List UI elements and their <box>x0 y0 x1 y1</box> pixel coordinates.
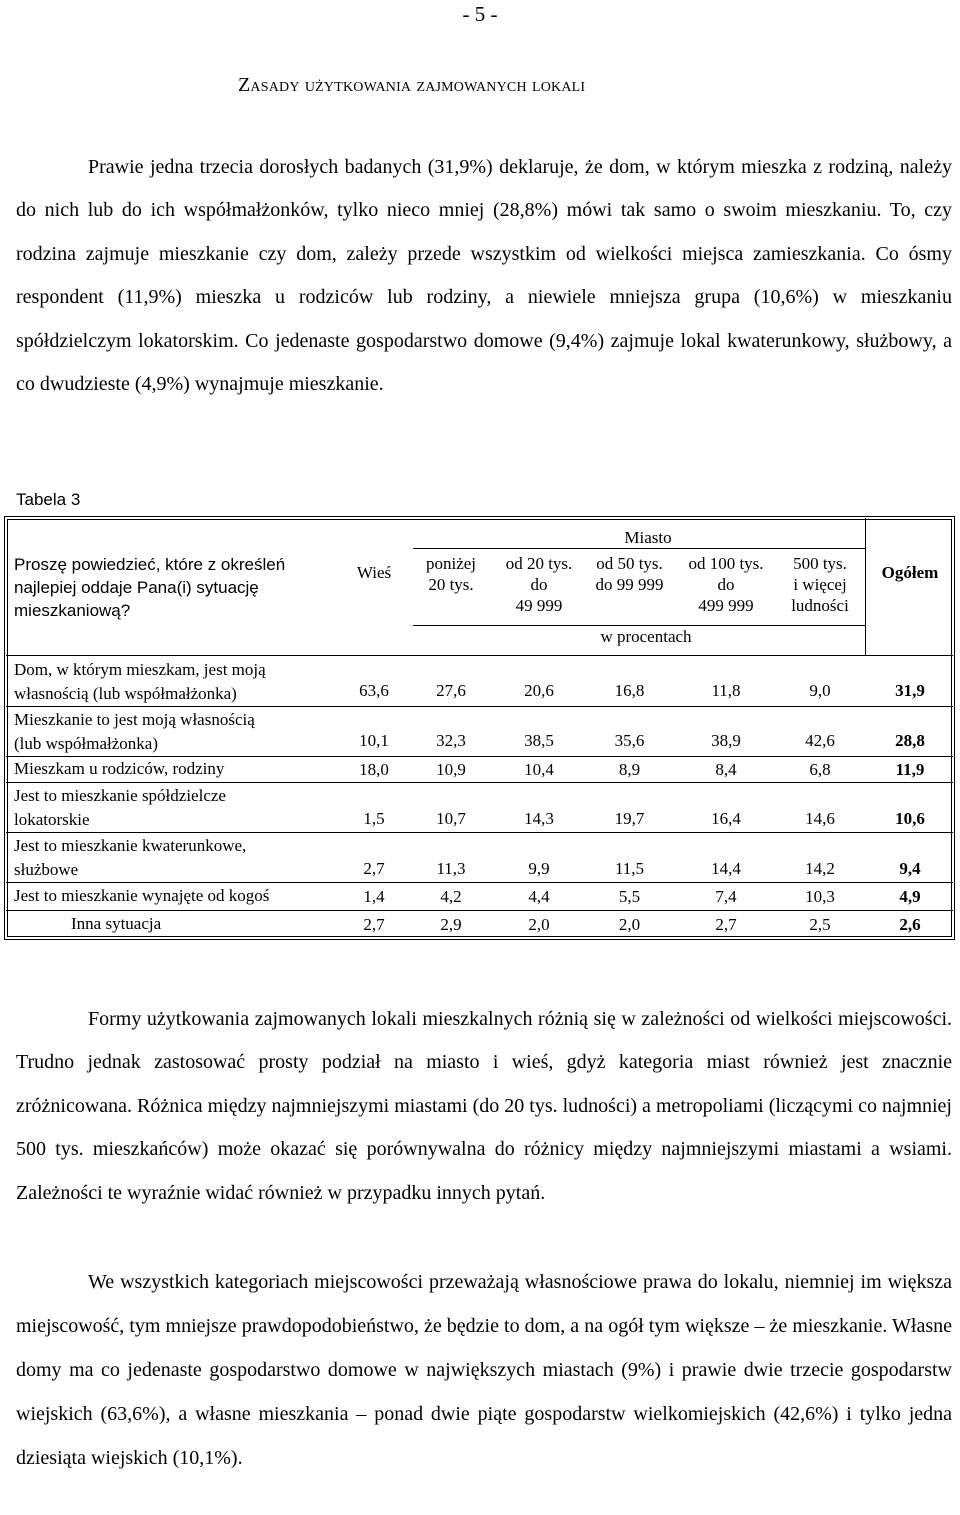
value-cell: 10,9 <box>436 760 466 779</box>
value-cell: 5,5 <box>618 887 641 906</box>
value-cell: 16,4 <box>711 809 741 828</box>
value-cell: 14,6 <box>805 809 835 828</box>
col-header-line: ludności <box>791 596 849 615</box>
value-cell: 19,7 <box>614 809 645 828</box>
value-cell: 38,5 <box>524 731 554 750</box>
row-label-line: własnością (lub współmałżonka) <box>14 684 237 703</box>
value-cell: 2,7 <box>715 915 737 934</box>
value-cell: 8,4 <box>715 760 737 779</box>
value-cell: 38,9 <box>711 731 741 750</box>
row-label-line: (lub współmałżonka) <box>14 734 158 753</box>
total-cell: 2,6 <box>899 915 921 934</box>
row-label-line: lokatorskie <box>14 810 90 829</box>
value-cell: 11,3 <box>436 859 466 878</box>
paragraph-ownership: We wszystkich kategoriach miejscowości przeważają własnościowe prawa do lokalu, niemniej im większa miejscowość, tym mniejsze prawdopodobieństwo, że będzie to dom, a na ogół tym większe – że mieszkanie. Własne domy ma co jedenaste gospodarstwo domowe w największych miastach (9%) i prawie dwie trzecie gospodarstw wiejskich (63,6%), a własne mieszkania – ponad dwie piąte gospodarstw wielkomiejskich (42,6%) i tylko jedna dziesiąta wiejskich (10,1%). <box>16 1271 952 1469</box>
question-line: Proszę powiedzieć, które z określeń <box>14 555 286 574</box>
unit-label: w procentach <box>600 627 692 646</box>
col-header-line: 500 tys. <box>793 554 847 573</box>
col-header-20k-49k <box>495 553 583 616</box>
row-label-line: Mieszkanie to jest moją własnością <box>14 710 255 729</box>
value-cell: 1,4 <box>363 887 385 906</box>
value-cell: 20,6 <box>524 681 554 700</box>
col-header-line: i więcej <box>793 575 847 594</box>
col-header-line: od 50 tys. <box>596 554 663 573</box>
row-divider <box>6 910 953 911</box>
value-cell: 8,9 <box>618 760 641 779</box>
row-divider <box>6 832 953 833</box>
paragraph-size-differences: Formy użytkowania zajmowanych lokali mieszkalnych różnią się w zależności od wielkości miejscowości. Trudno jednak zastosować prosty podział na miasto i wieś, gdyż kategoria miast również jest znacznie zróżnicowana. Różnica między najmniejszymi miastami (do 20 tys. ludności) a metropoliami (liczącymi co najmniej 500 tys. mieszkańców) może okazać się porównywalna do różnicy między najmniejszymi miastami a wsiami. Zależności te wyraźnie widać również w przypadku innych pytań. <box>16 1008 952 1204</box>
total-cell: 10,6 <box>895 809 925 828</box>
value-cell: 10,3 <box>805 887 835 906</box>
value-cell: 10,1 <box>359 731 389 750</box>
value-cell: 16,8 <box>614 681 645 700</box>
value-cell: 2,9 <box>440 915 462 934</box>
group-header-miasto: Miasto <box>624 528 672 547</box>
col-header-line: od 20 tys. <box>505 554 573 573</box>
total-column-divider <box>865 518 866 655</box>
col-header-line: do <box>530 575 548 594</box>
col-header-line: poniżej <box>425 554 477 573</box>
row-label-own-flat <box>14 708 255 756</box>
value-cell: 2,0 <box>618 915 641 934</box>
value-cell: 32,3 <box>436 731 466 750</box>
value-cell: 11,5 <box>614 859 645 878</box>
table-caption: Tabela 3 <box>16 490 81 509</box>
total-cell: 4,9 <box>899 887 921 906</box>
row-label-line: służbowe <box>14 860 79 879</box>
row-divider <box>6 782 953 783</box>
col-header-100k-499k <box>676 553 776 616</box>
row-label-rented <box>14 884 269 908</box>
col-header-line: 20 tys. <box>428 575 474 594</box>
value-cell: 2,5 <box>809 915 831 934</box>
col-header-total: Ogółem <box>881 563 939 582</box>
row-label-line: Dom, w którym mieszkam, jest moją <box>14 660 266 679</box>
row-divider <box>6 706 953 707</box>
col-header-line: 49 999 <box>515 596 563 615</box>
col-header-below-20k <box>413 553 489 595</box>
value-cell: 11,8 <box>711 681 741 700</box>
value-cell: 42,6 <box>805 731 835 750</box>
total-cell: 11,9 <box>895 760 925 779</box>
value-cell: 9,9 <box>528 859 550 878</box>
value-cell: 6,8 <box>809 760 831 779</box>
value-cell: 35,6 <box>614 731 645 750</box>
value-cell: 2,7 <box>363 859 385 878</box>
col-header-line: do <box>717 575 735 594</box>
row-label-line: Mieszkam u rodziców, rodziny <box>14 759 225 778</box>
row-label-line: Jest to mieszkanie spółdzielcze <box>14 786 226 805</box>
total-cell: 9,4 <box>899 859 921 878</box>
total-cell: 28,8 <box>895 731 925 750</box>
value-cell: 14,2 <box>805 859 835 878</box>
row-label-line: Jest to mieszkanie kwaterunkowe, <box>14 836 247 855</box>
question-line: najlepiej oddaje Pana(i) sytuację <box>14 578 259 597</box>
col-header-line: 499 999 <box>698 596 754 615</box>
value-cell: 63,6 <box>359 681 389 700</box>
row-label-cooperative <box>14 784 226 832</box>
col-header-wies: Wieś <box>356 563 392 582</box>
col-header-line: od 100 tys. <box>688 554 764 573</box>
total-cell: 31,9 <box>895 681 925 700</box>
row-label-line: Inna sytuacja <box>71 914 162 933</box>
value-cell: 18,0 <box>359 760 389 779</box>
value-cell: 7,4 <box>715 887 737 906</box>
value-cell: 27,6 <box>436 681 466 700</box>
row-label-parents <box>14 757 224 781</box>
value-cell: 2,0 <box>528 915 550 934</box>
col-header-500k-plus <box>776 553 864 616</box>
value-cell: 14,3 <box>524 809 554 828</box>
value-cell: 10,7 <box>436 809 466 828</box>
row-divider <box>6 882 953 883</box>
value-cell: 4,2 <box>440 887 462 906</box>
value-cell: 9,0 <box>809 681 831 700</box>
question-line: mieszkaniową? <box>14 601 131 620</box>
row-label-service <box>14 834 246 882</box>
row-label-own-house <box>14 658 266 706</box>
question-header <box>14 553 285 622</box>
miasto-divider <box>413 548 865 549</box>
paragraph-intro: Prawie jedna trzecia dorosłych badanych (31,9%) deklaruje, że dom, w którym mieszka z rodziną, należy do nich lub do ich współmałżonków, tylko nieco mniej (28,8%) mówi tak samo o swoim mieszkaniu. To, czy rodzina zajmuje mieszkanie czy dom, zależy przede wszystkim od wielkości miejsca zamieszkania. Co ósmy respondent (11,9%) mieszka u rodziców lub rodziny, a niewiele mniejsza grupa (10,6%) w mieszkaniu spółdzielczym lokatorskim. Co jedenaste gospodarstwo domowe (9,4%) zajmuje lokal kwaterunkowy, służbowy, a co dwudzieste (4,9%) wynajmuje mieszkanie. <box>16 156 952 396</box>
value-cell: 2,7 <box>363 915 385 934</box>
value-cell: 10,4 <box>524 760 554 779</box>
section-title: Zasady użytkowania zajmowanych lokali <box>238 74 586 96</box>
page-number: - 5 - <box>462 2 498 26</box>
col-header-line: do 99 999 <box>595 575 664 594</box>
row-label-line: Jest to mieszkanie wynajęte od kogoś <box>14 886 270 905</box>
value-cell: 4,4 <box>528 887 550 906</box>
col-header-50k-99k <box>583 553 676 595</box>
value-cell: 14,4 <box>711 859 741 878</box>
header-divider <box>6 655 953 656</box>
row-label-other <box>71 912 161 936</box>
value-cell: 1,5 <box>363 809 385 828</box>
